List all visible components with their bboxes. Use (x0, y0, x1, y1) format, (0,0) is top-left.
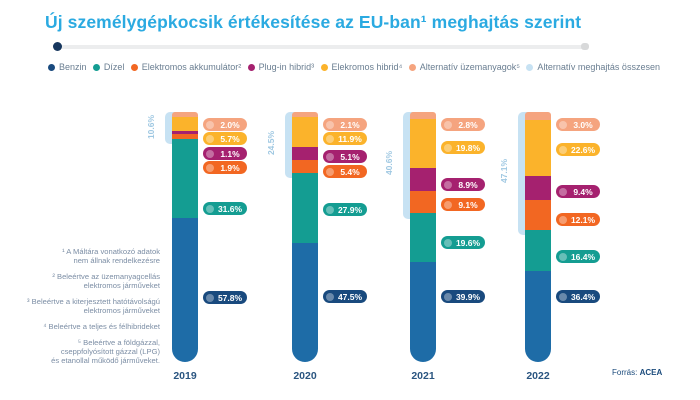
bar-segment-Plug-in hibrid³ (410, 168, 436, 190)
value-pill: 1.1% (203, 147, 247, 160)
alt-total-label: 10.6% (146, 114, 157, 140)
value-pill: 2.0% (203, 118, 247, 131)
bar-segment-Alternatív üzemanyagok⁵ (410, 112, 436, 119)
legend-item (409, 62, 520, 72)
legend-item (248, 62, 315, 72)
bar-segment-Elekromos hibrid⁴ (410, 119, 436, 168)
value-pill: 5.4% (323, 165, 367, 178)
bar-segment-Dízel (410, 213, 436, 262)
alt-total-label: 47.1% (499, 158, 510, 183)
bar-segment-Alternatív üzemanyagok⁵ (525, 112, 551, 120)
axis-label-year: 2021 (411, 370, 435, 382)
bar-segment-Elekromos hibrid⁴ (525, 120, 551, 177)
footnote: ¹ A Máltára vonatkozó adatok nem állnak rendelkezésre (62, 247, 160, 265)
legend-item (48, 62, 87, 72)
legend-dot-icon (93, 64, 100, 71)
legend-label: Elekromos hibrid⁴ (331, 62, 403, 72)
legend-label: Benzin (59, 62, 87, 72)
value-pill: 36.4% (556, 290, 600, 303)
legend-label: Elektromos akkumulátor² (141, 62, 242, 72)
value-pill: 1.9% (203, 161, 247, 174)
value-pill: 19.6% (441, 236, 485, 249)
bar-segment-Elekromos hibrid⁴ (172, 117, 198, 131)
legend-dot-icon (321, 64, 328, 71)
footnotes (18, 247, 160, 372)
bar-segment-Dízel (525, 230, 551, 271)
bar-segment-Benzin (525, 271, 551, 362)
bar-segment-Benzin (292, 243, 318, 362)
bar-segment-Plug-in hibrid³ (525, 176, 551, 200)
carousel-thumb[interactable] (53, 42, 62, 51)
value-pill: 39.9% (441, 290, 485, 303)
alt-total-label-wrap (380, 112, 398, 214)
value-pill: 9.1% (441, 198, 485, 211)
value-pill: 57.8% (203, 291, 247, 304)
page-title: Új személygépkocsik értékesítése az EU-ban¹ meghajtás szerint (45, 12, 582, 32)
axis-label-year: 2019 (173, 370, 197, 382)
value-pill: 2.8% (441, 118, 485, 131)
legend (48, 62, 660, 72)
source-value: ACEA (639, 368, 663, 377)
footnote: ⁴ Beleértve a teljes és félhibrideket (43, 322, 160, 331)
bar-segment-Dízel (172, 139, 198, 218)
carousel-track[interactable] (57, 45, 588, 49)
value-pill: 3.0% (556, 118, 600, 131)
value-pill: 5.7% (203, 132, 247, 145)
bar-segment-Elekromos hibrid⁴ (292, 117, 318, 147)
bar-segment-Plug-in hibrid³ (292, 147, 318, 160)
legend-label: Alternatív meghajtás összesen (537, 62, 660, 72)
legend-label: Plug-in hibrid³ (258, 62, 315, 72)
alt-total-label: 24.5% (266, 130, 277, 155)
source-credit (612, 368, 662, 377)
alt-total-label-wrap (495, 112, 513, 230)
footnote: ³ Beleértve a kiterjesztett hatótávolságú elektromos járműveket (27, 297, 160, 315)
legend-dot-icon (526, 64, 533, 71)
bar-segment-Elektromos akkumulátor² (525, 200, 551, 230)
legend-label: Alternatív üzemanyagok⁵ (419, 62, 521, 72)
legend-item (93, 62, 125, 72)
bar-segment-Dízel (292, 173, 318, 243)
stacked-bar-2019 (172, 112, 198, 362)
value-pill: 19.8% (441, 141, 485, 154)
value-pill: 2.1% (323, 118, 367, 131)
alt-total-label-wrap (142, 112, 160, 142)
legend-dot-icon (248, 64, 255, 71)
legend-item (526, 62, 660, 72)
value-pill: 11.9% (323, 132, 367, 145)
legend-label: Dízel (103, 62, 125, 72)
legend-dot-icon (48, 64, 55, 71)
source-label: Forrás: (612, 368, 638, 377)
stacked-bar-2020 (292, 112, 318, 362)
legend-dot-icon (131, 64, 138, 71)
value-pill: 5.1% (323, 150, 367, 163)
value-pill: 27.9% (323, 203, 367, 216)
alt-total-label: 40.6% (384, 150, 395, 175)
value-pill: 31.6% (203, 202, 247, 215)
carousel-end-nub (581, 43, 589, 50)
alt-total-label-wrap (262, 112, 280, 173)
footnote: ² Beleértve az üzemanyagcellás elektromos járműveket (52, 272, 160, 290)
bar-segment-Benzin (410, 262, 436, 362)
value-pill: 12.1% (556, 213, 600, 226)
value-pill: 8.9% (441, 178, 485, 191)
legend-item (321, 62, 403, 72)
bar-segment-Elektromos akkumulátor² (410, 191, 436, 214)
bar-segment-Benzin (172, 218, 198, 362)
value-pill: 9.4% (556, 185, 600, 198)
axis-label-year: 2020 (293, 370, 317, 382)
stacked-bar-2022 (525, 112, 551, 362)
value-pill: 16.4% (556, 250, 600, 263)
legend-dot-icon (409, 64, 416, 71)
value-pill: 22.6% (556, 143, 600, 156)
footnote: ⁵ Beleértve a földgázzal, cseppfolyósított gázzal (LPG) és etanollal működő járműveket. (51, 338, 160, 365)
legend-item (131, 62, 242, 72)
bar-segment-Elektromos akkumulátor² (292, 160, 318, 174)
stacked-bar-2021 (410, 112, 436, 362)
value-pill: 47.5% (323, 290, 367, 303)
axis-label-year: 2022 (526, 370, 550, 382)
